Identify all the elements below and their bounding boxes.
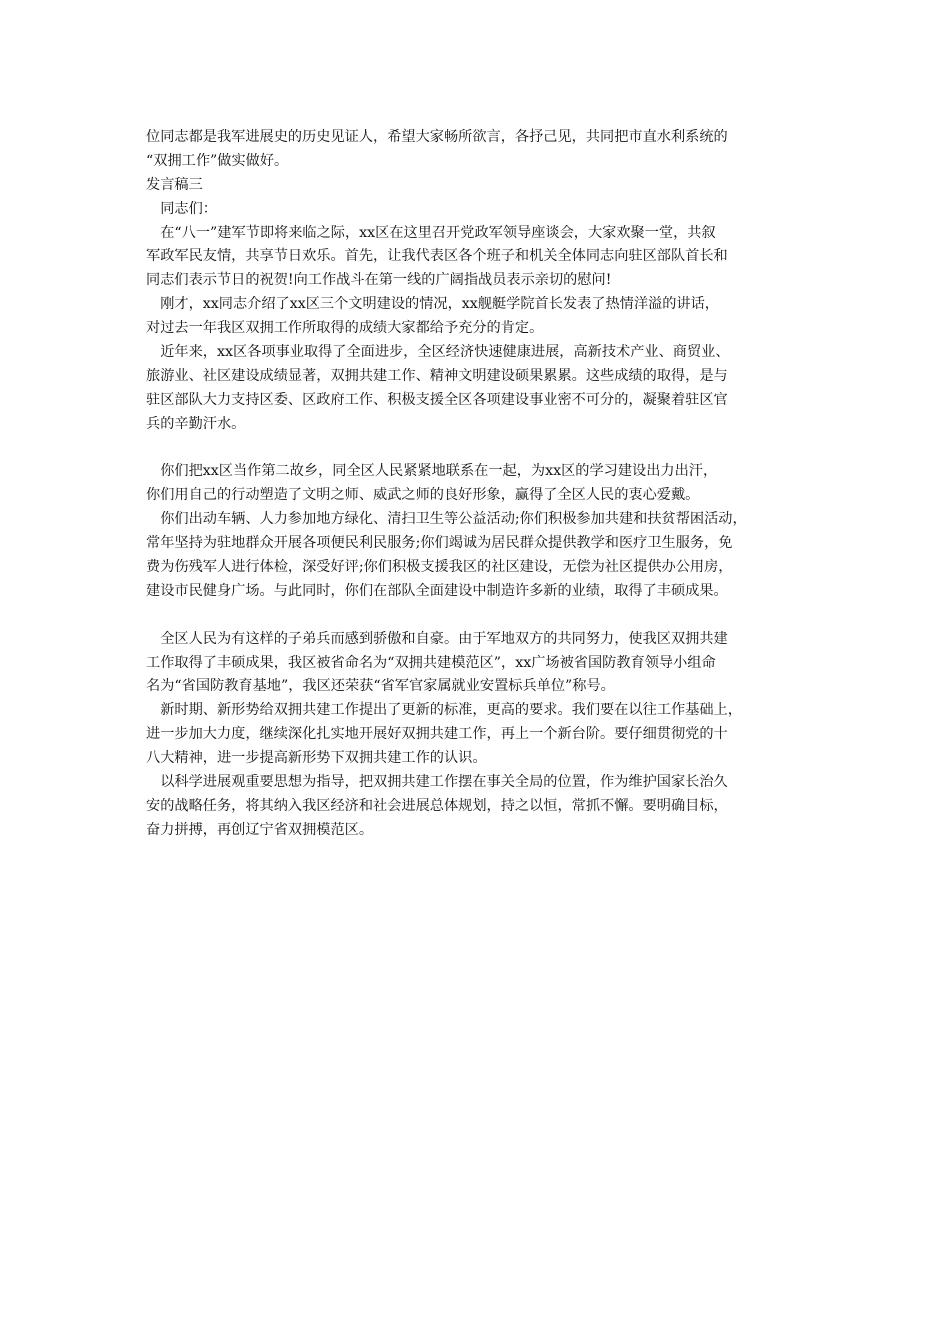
text-line: “双拥工作”做实做好。 (146, 152, 289, 169)
text-line: 军政军民友情，共享节日欢乐。首先，让我代表区各个班子和机关全体同志向驻区部队首长和 (146, 248, 728, 265)
text-line: 你们把xx区当作第二故乡，同全区人民紧紧地联系在一起，为xx区的学习建设出力出汗， (146, 463, 718, 480)
text-line: 全区人民为有这样的子弟兵而感到骄傲和自豪。由于军地双方的共同努力，使我区双拥共建 (146, 630, 728, 647)
paragraph-gap (146, 437, 810, 461)
text-line: 兵的辛勤汗水。 (146, 415, 246, 432)
text-line: 名为“省国防教育基地”，我区还荣获“省军官家属就业安置标兵单位”称号。 (146, 678, 615, 695)
text-line: 常年坚持为驻地群众开展各项便民利民服务;你们竭诚为居民群众提供教学和医疗卫生服务，免 (146, 535, 733, 552)
text-line: 你们出动车辆、人力参加地方绿化、清扫卫生等公益活动;你们积极参加共建和扶贫帮困活动， (146, 511, 747, 528)
text-line: 工作取得了丰硕成果，我区被省命名为“双拥共建模范区”，xx广场被省国防教育领导小组命 (146, 654, 716, 671)
text-line: 驻区部队大力支持区委、区政府工作、积极支援全区各项建设事业密不可分的，凝聚着驻区官 (146, 391, 728, 408)
text-line: 奋力拼搏，再创辽宁省双拥模范区。 (146, 821, 374, 838)
text-line: 建设市民健身广场。与此同时，你们在部队全面建设中制造许多新的业绩，取得了丰硕成果。 (146, 582, 728, 599)
paragraph-gap (146, 604, 810, 628)
text-line: 旅游业、社区建设成绩显著，双拥共建工作、精神文明建设硕果累累。这些成绩的取得，是与 (146, 367, 728, 384)
document-body (146, 126, 810, 843)
text-line: 进一步加大力度，继续深化扎实地开展好双拥共建工作，再上一个新台阶。要仔细贯彻党的十 (146, 726, 728, 743)
text-line: 位同志都是我军进展史的历史见证人，希望大家畅所欲言，各抒己见，共同把市直水利系统的 (146, 129, 728, 145)
text-line: 对过去一年我区双拥工作所取得的成绩大家都给予充分的肯定。 (146, 320, 544, 337)
text-line: 以科学进展观重要思想为指导，把双拥共建工作摆在事关全局的位置，作为维护国家长治久 (146, 774, 728, 791)
text-line: 费为伤残军人进行体检，深受好评;你们积极支援我区的社区建设，无偿为社区提供办公用房， (146, 559, 733, 576)
text-line: 近年来，xx区各项事业取得了全面进步，全区经济快速健康进展，高新技术产业、商贸业、 (146, 344, 730, 361)
salutation: 同志们： (146, 200, 217, 217)
text-line: 同志们表示节日的祝贺!向工作战斗在第一线的广阔指战员表示亲切的慰问! (146, 272, 612, 289)
text-line: 刚才，xx同志介绍了xx区三个文明建设的情况，xx舰艇学院首长发表了热情洋溢的讲话， (146, 296, 719, 313)
text-line: 你们用自己的行动塑造了文明之师、威武之师的良好形象，赢得了全区人民的衷心爱戴。 (146, 487, 700, 504)
text-line: 八大精神，进一步提高新形势下双拥共建工作的认识。 (146, 750, 487, 767)
section-heading: 发言稿三 (146, 176, 203, 193)
text-line: 安的战略任务，将其纳入我区经济和社会进展总体规划，持之以恒，常抓不懈。要明确目标， (146, 797, 728, 814)
text-line: 新时期、新形势给双拥共建工作提出了更新的标准，更高的要求。我们要在以往工作基础上， (146, 702, 742, 719)
text-line: 在“八一”建军节即将来临之际，xx区在这里召开党政军领导座谈会，大家欢聚一堂，共叙 (146, 224, 716, 241)
